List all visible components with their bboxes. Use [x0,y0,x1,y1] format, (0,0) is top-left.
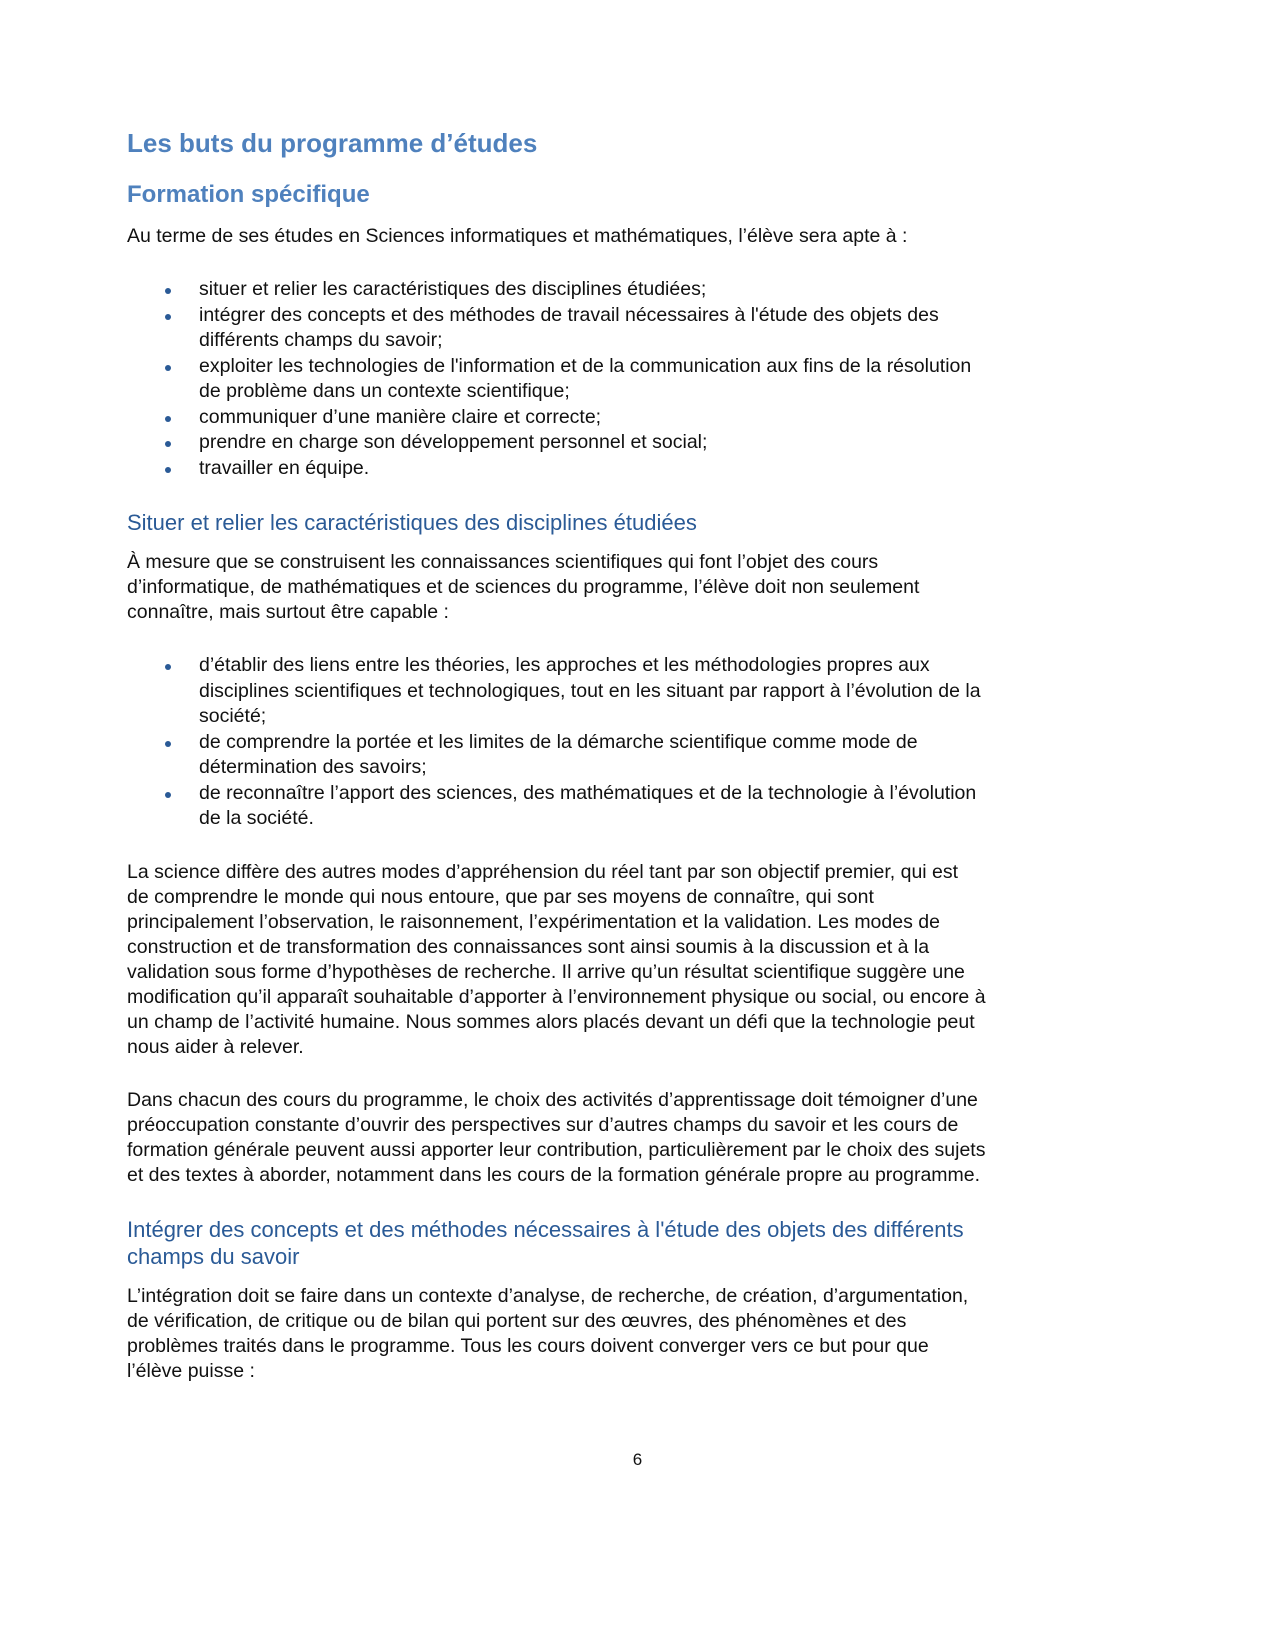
page-number: 6 [632,1450,643,1469]
abilities-list [127,653,1097,832]
subheading-integrer [127,1216,1097,1270]
text-line: de la société. [199,807,314,829]
text-line: l’élève puisse : [127,1359,255,1382]
paragraph [127,550,1097,625]
text-line: préoccupation constante d’ouvrir des perspectives sur d’autres champs du savoir et les cours de [127,1113,959,1136]
text-line: de comprendre le monde qui nous entoure, que par ses moyens de connaître, qui sont [127,885,874,908]
text-line: connaître, mais surtout être capable : [127,601,449,623]
text-line: modification qu’il apparaît souhaitable d’apporter à l’environnement physique ou social, ou encore à [127,985,986,1008]
text-line: formation générale peuvent aussi apporter leur contribution, particulièrement par le choix des sujets [127,1138,986,1161]
paragraph [127,860,1097,1060]
intro-paragraph [127,224,1097,249]
text-line: validation sous forme d’hypothèses de recherche. Il arrive qu’un résultat scientifique suggère une [127,960,965,983]
text-line: société; [199,705,267,727]
text-line: L’intégration doit se faire dans un contexte d’analyse, de recherche, de création, d’argumentation, [127,1284,969,1307]
section-title: Formation spécifique [127,181,370,208]
list-item [127,653,1097,730]
text-line: un champ de l’activité humaine. Nous sommes alors placés devant un défi que la technologie peut [127,1010,975,1033]
paragraph [127,1088,1097,1188]
text-line: de reconnaître l’apport des sciences, des mathématiques et de la technologie à l’évolution [199,781,977,804]
text-line: de comprendre la portée et les limites de la démarche scientifique comme mode de [199,730,918,753]
text-line: disciplines scientifiques et technologiques, tout en les situant par rapport à l’évolution de la [199,679,981,702]
text-line: prendre en charge son développement personnel et social; [199,431,708,453]
list-item [127,303,1097,354]
text-line: intégrer des concepts et des méthodes de travail nécessaires à l'étude des objets des [199,303,939,326]
text-line: Dans chacun des cours du programme, le choix des activités d’apprentissage doit témoigner d’une [127,1088,978,1111]
list-item [127,430,1097,456]
text-line: Intégrer des concepts et des méthodes nécessaires à l'étude des objets des différents [127,1216,964,1242]
text-line: construction et de transformation des connaissances sont ainsi soumis à la discussion et à la [127,935,930,958]
document-page [127,126,1097,1384]
text-line: principalement l’observation, le raisonnement, l’expérimentation et la validation. Les modes de [127,910,940,933]
text-line: différents champs du savoir; [199,329,443,351]
list-item [127,456,1097,482]
text-line: problèmes traités dans le programme. Tous les cours doivent converger vers ce but pour que [127,1334,929,1357]
list-item [127,354,1097,405]
text-line: d’informatique, de mathématiques et de sciences du programme, l’élève doit non seulement [127,576,920,598]
text-line: travailler en équipe. [199,456,370,479]
text-line: et des textes à aborder, notamment dans les cours de la formation générale propre au programme. [127,1163,981,1186]
text-line: situer et relier les caractéristiques des disciplines étudiées; [199,278,707,300]
text-line: À mesure que se construisent les connaissances scientifiques qui font l’objet des cours [127,551,879,573]
text-line: exploiter les technologies de l'information et de la communication aux fins de la résolution [199,354,972,377]
text-line: La science diffère des autres modes d’appréhension du réel tant par son objectif premier, qui est [127,860,959,883]
text-line: nous aider à relever. [127,1035,304,1058]
page-title: Les buts du programme d’études [127,128,538,158]
list-item [127,277,1097,303]
text-line: Au terme de ses études en Sciences informatiques et mathématiques, l’élève sera apte à : [127,225,908,247]
text-line: de problème dans un contexte scientifique; [199,380,570,402]
goals-list [127,277,1097,481]
list-item [127,730,1097,781]
text-line: champs du savoir [127,1243,300,1269]
list-item [127,405,1097,431]
text-line: d’établir des liens entre les théories, les approches et les méthodologies propres aux [199,654,930,676]
text-line: de vérification, de critique ou de bilan qui portent sur des œuvres, des phénomènes et des [127,1309,907,1332]
text-line: communiquer d’une manière claire et correcte; [199,405,602,428]
list-item [127,781,1097,832]
text-line: Situer et relier les caractéristiques des disciplines étudiées [127,510,697,535]
paragraph [127,1284,1097,1384]
text-line: détermination des savoirs; [199,756,427,778]
subheading-situer [127,509,1097,536]
